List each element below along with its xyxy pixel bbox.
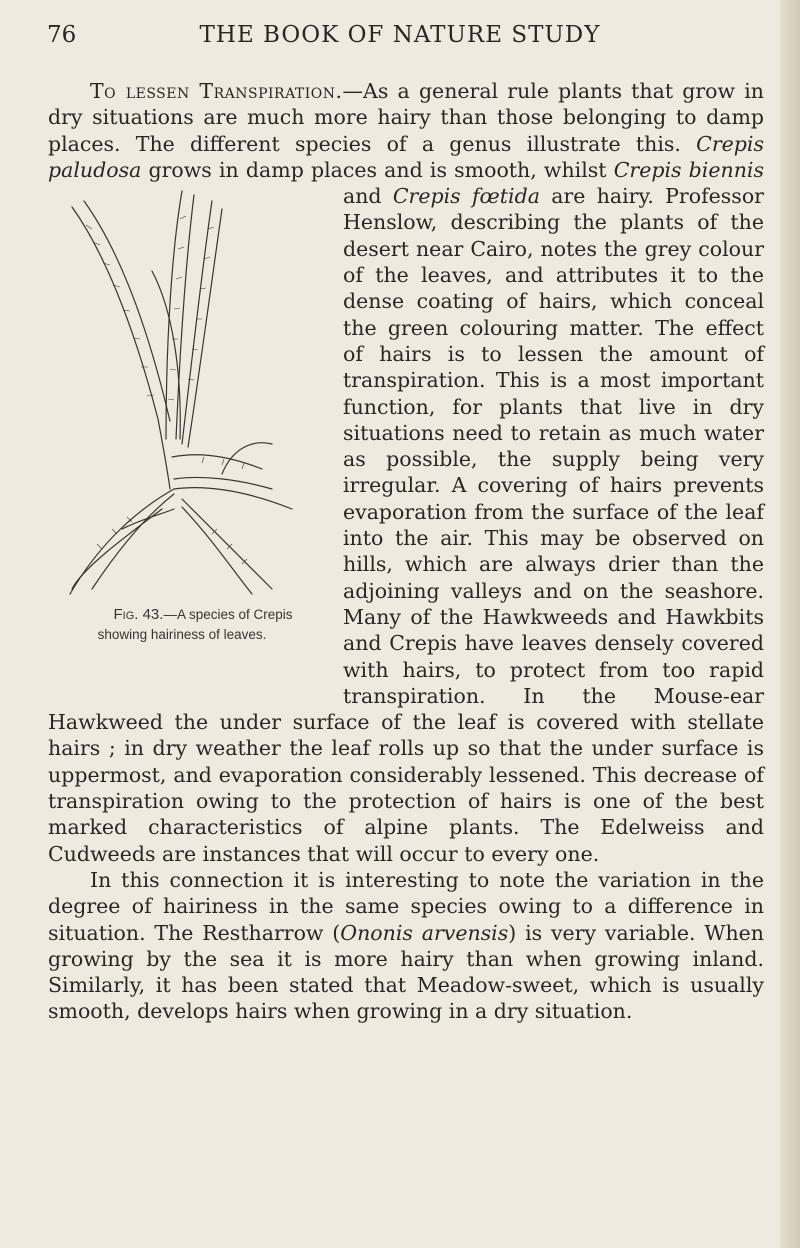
leaf-outline	[92, 494, 174, 589]
body-text	[48, 78, 764, 1025]
paragraph-1-lead: —As a general rule plants that grow in dry situations are much more hairy than those belonging to damp places. The different species of a genus illustrate this.	[48, 79, 764, 156]
page-header	[47, 22, 753, 52]
figure-43	[48, 189, 323, 689]
leaf-outline	[176, 195, 194, 439]
leaf-outline	[84, 201, 170, 421]
figure-label: Fig. 43.	[113, 606, 164, 624]
section-heading: To lessen Transpiration.	[90, 79, 343, 103]
species-name: Crepis biennis	[613, 157, 764, 182]
page-edge	[780, 0, 800, 1248]
paragraph-1-text: are hairy. Professor Henslow, describing the plants of the desert near Cairo, notes the grey colour of the leaves, and attributes it to the dense coating of hairs, which conceal the green colouring matter. The effect of hairs is to lessen the amount of transpiration. This is a most important function, for plants that live in dry situations need to retain as much water as possible, the supply being very irregular. A covering of hairs prevents evaporation from the surface of the leaf into the air. This may be observed on hills, which are always drier than the adjoining valleys and on the seashore. Many of the Hawkweeds and Hawkbits and Crepis have leaves densely covered with hairs, to protect from too rapid transpiration. In the Mouse-ear Hawkweed the under surface of the leaf is covered with stellate hairs ; in dry weather the leaf rolls up so that the under surface is uppermost, and evaporation considerably lessened. This decrease of transpiration owing to the protection of hairs is one of the best marked characteristics of alpine plants. The Edelweiss and Cudweeds are instances that will occur to every one.	[48, 184, 764, 866]
figure-caption	[48, 605, 316, 645]
leaf-outline	[172, 455, 262, 469]
paragraph-1	[48, 78, 764, 867]
leaf-outline	[182, 499, 272, 589]
page-number: 76	[47, 22, 77, 48]
paragraph-2-text: In this connection it is interesting to note the variation in the degree of hairiness in the same species owing to a difference in situation. The Restharrow (	[48, 867, 764, 945]
paragraph-1-text: and	[343, 184, 393, 209]
leaf-outline	[72, 509, 162, 589]
leaf-outline	[188, 209, 222, 447]
leaf-outline	[72, 207, 170, 489]
figure-caption-text: —A species of Crepis showing hairiness of leaves.	[97, 607, 293, 643]
leaf-outline	[182, 507, 252, 594]
leaf-outline	[182, 201, 212, 444]
leaf-outline	[174, 488, 292, 509]
paragraph-2	[48, 867, 764, 1025]
leaf-outline	[70, 489, 174, 594]
crepis-illustration	[62, 189, 302, 599]
species-name: Crepis paludosa	[48, 131, 764, 182]
species-name: Ononis arvensis	[340, 920, 509, 945]
species-name: Crepis fœtida	[392, 184, 540, 209]
paragraph-2-text: ) is very variable. When growing by the sea it is more hairy than when growing inland. Similarly, it has been stated that Meadow-sweet, which is usually smooth, develops hairs when growing in a dry situation.	[48, 920, 764, 1024]
paragraph-1-text: grows in damp places and is smooth, whilst	[141, 157, 614, 182]
running-title: THE BOOK OF NATURE STUDY	[199, 22, 601, 48]
